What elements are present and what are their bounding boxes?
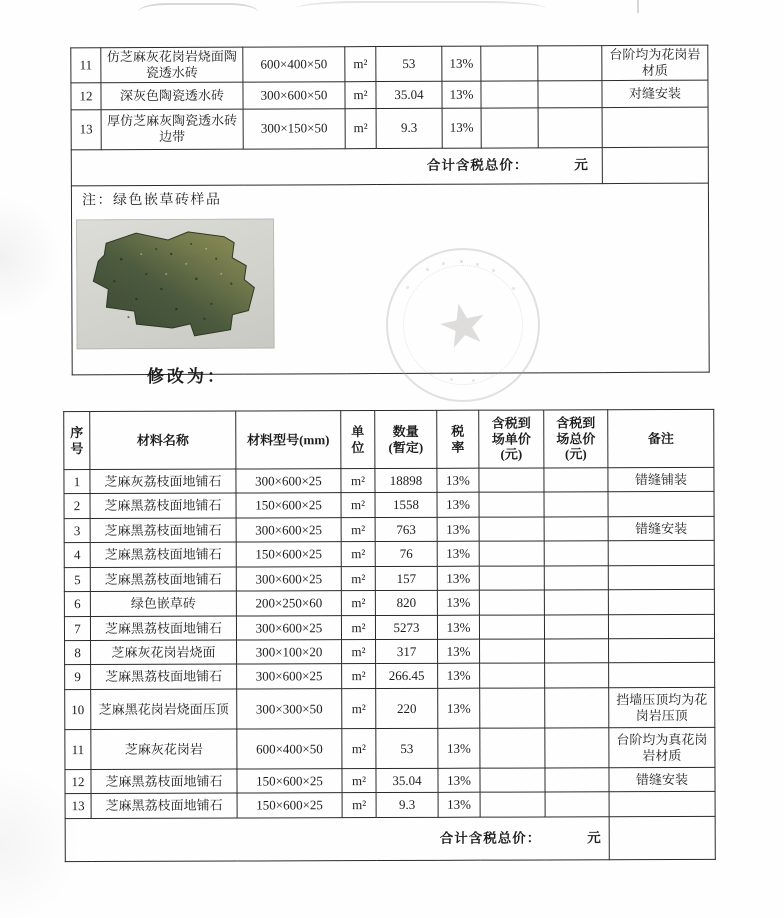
cell-unit: m² [341,591,375,616]
cell-tax-rate: 13% [437,517,479,541]
cell-spec: 300×300×50 [237,689,342,729]
cell-serial: 12 [71,82,101,109]
cell-unit-price [479,590,544,615]
cell-spec: 200×250×60 [236,591,341,616]
cell-quantity: 9.3 [376,108,442,148]
cell-serial: 4 [64,543,90,568]
cell-material-name: 芝麻黑花岗岩烧面压顶 [91,689,237,730]
cell-total-price [538,46,602,81]
total-label: 合计含税总价： [426,157,529,173]
cell-total-price [544,590,608,615]
note-cell [71,183,709,375]
cell-tax-rate: 13% [438,728,480,768]
cell-unit: m² [341,469,375,493]
cell-unit-price [480,728,545,768]
brick-sample-photo [76,218,275,349]
cell-unit-price [479,517,544,541]
cell-remark [602,107,708,147]
cell-serial: 12 [65,770,91,794]
table-row [71,107,708,150]
cell-total-price [545,728,609,768]
cell-quantity: 9.3 [376,792,438,817]
cell-tax-rate: 13% [438,663,480,688]
cell-spec: 300×600×25 [237,664,342,689]
table-row [64,467,714,493]
total-label: 合计含税总价： [439,830,542,846]
total-remark-cell [609,816,715,859]
cell-quantity: 1558 [375,492,437,517]
cell-total-price [544,615,608,639]
cell-total-price [544,541,608,566]
cell-serial: 11 [65,730,91,770]
cell-tax-rate: 13% [437,541,479,566]
cell-quantity: 220 [376,688,438,728]
note-text: 注：绿色嵌草砖样品 [81,192,222,209]
table-row [64,491,714,518]
scan-artifact [637,0,639,13]
cell-remark: 错缝安装 [608,516,714,540]
table-row [65,727,715,769]
col-tax-rate: 税 率 [437,410,479,468]
cell-total-price [545,768,609,792]
cell-remark [608,540,714,565]
cell-unit-price [481,108,538,148]
cell-unit: m² [345,81,376,108]
cell-unit: m² [341,493,375,518]
cell-serial: 11 [71,48,101,83]
cell-serial: 3 [64,519,90,543]
total-remark-cell [602,147,708,183]
cell-remark: 错缝安装 [609,767,715,791]
cell-tax-rate: 13% [438,768,480,792]
cell-material-name: 芝麻灰荔枝面地铺石 [90,469,236,494]
cell-total-price [545,792,609,817]
table-row [65,791,715,818]
cell-tax-rate: 13% [438,688,480,728]
cell-unit: m² [341,542,375,567]
cell-tax-rate: 13% [442,108,481,148]
cell-tax-rate: 13% [437,590,479,615]
cell-remark: 台阶均为真花岗岩材质 [609,727,715,767]
cell-total-price [545,663,609,688]
cell-quantity: 5273 [375,615,437,639]
total-row [71,147,708,186]
cell-unit: m² [342,689,376,729]
brick-sample-shape [76,218,275,349]
cell-remark [608,491,714,516]
cell-unit: m² [341,616,375,640]
cell-total-price [544,492,608,517]
col-quantity: 数量 (暂定) [375,410,437,468]
cell-material-name: 芝麻黑荔枝面地铺石 [91,664,237,690]
cell-material-name: 芝麻黑荔枝面地铺石 [90,567,236,592]
table-row [65,662,715,689]
table-row [65,767,715,793]
currency-label: 元 [574,157,588,173]
cell-unit: m² [345,47,376,82]
cell-quantity: 35.04 [376,81,442,108]
col-material-name: 材料名称 [90,411,236,470]
cell-serial: 13 [71,109,101,149]
cell-material-name: 深灰色陶瓷透水砖 [101,82,243,110]
cell-remark: 挡墙压顶均为花岗岩压顶 [609,687,715,727]
cell-unit: m² [342,793,376,818]
cell-unit-price [481,81,538,108]
cell-quantity: 820 [375,590,437,615]
cell-spec: 600×400×50 [243,47,345,82]
cell-tax-rate: 13% [442,81,481,108]
cell-material-name: 芝麻黑荔枝面地铺石 [90,518,236,543]
cell-material-name: 芝麻黑荔枝面地铺石 [90,542,236,568]
table-row [64,589,714,616]
table-row [71,45,708,82]
cell-serial: 7 [64,617,90,641]
cell-remark: 台阶均为花岗岩材质 [602,45,708,80]
cell-spec: 300×600×25 [236,518,341,542]
cell-remark [608,565,714,589]
cell-spec: 300×600×25 [236,469,341,493]
cell-serial: 6 [64,592,90,617]
cell-unit: m² [342,664,376,689]
cell-total-price [544,517,608,541]
cell-unit: m² [341,567,375,591]
cell-material-name: 芝麻黑荔枝面地铺石 [90,616,236,641]
col-remark: 备注 [608,409,714,467]
cell-spec: 150×600×25 [236,493,341,518]
cell-tax-rate: 13% [437,468,479,492]
cell-spec: 300×600×50 [243,81,345,108]
cell-quantity: 317 [376,639,438,663]
cell-unit: m² [342,640,376,664]
cell-unit: m² [342,729,376,769]
cell-quantity: 76 [375,541,437,566]
col-unit-price-incl-tax: 含税到 场单价 (元) [479,410,544,468]
cell-serial: 9 [65,665,91,690]
cell-remark [608,589,714,614]
cell-tax-rate: 13% [438,639,480,663]
scan-artifact [138,3,258,21]
revised-materials-table [63,409,716,862]
cell-material-name: 芝麻灰花岗岩烧面 [91,640,237,665]
scan-artifact [296,1,546,16]
total-row [65,816,715,861]
cell-unit-price [479,615,544,639]
cell-serial: 1 [64,470,90,494]
cell-material-name: 厚仿芝麻灰陶瓷透水砖边带 [101,109,243,150]
cell-serial: 10 [65,690,91,730]
cell-material-name: 仿芝麻灰花岗岩烧面陶瓷透水砖 [101,47,243,82]
cell-total-price [538,107,602,147]
cell-spec: 300×150×50 [243,108,345,148]
cell-material-name: 芝麻黑荔枝面地铺石 [91,769,237,794]
table-row [65,638,715,664]
col-material-spec: 材料型号(mm) [236,411,341,469]
cell-spec: 300×600×25 [236,616,341,640]
cell-remark: 错缝铺装 [608,467,714,491]
cell-unit-price [479,492,544,517]
cell-unit-price [480,688,545,728]
table-row [64,565,714,591]
table-row [71,80,708,110]
col-unit: 单 位 [341,411,375,469]
cell-total-price [544,566,608,590]
cell-total-price [544,468,608,492]
cell-tax-rate: 13% [437,492,479,517]
cell-remark [609,791,715,816]
cell-unit: m² [342,769,376,793]
table-row [64,516,714,542]
original-materials-table [70,45,709,375]
star-icon: ★ [430,286,496,364]
revision-heading: 修改为： [147,367,227,386]
cell-quantity: 18898 [375,468,437,492]
cell-quantity: 266.45 [376,663,438,688]
total-label-cell [71,147,602,185]
cell-quantity: 35.04 [376,768,438,792]
cell-unit-price [480,663,545,688]
cell-unit-price [479,541,544,566]
currency-label: 元 [587,830,601,846]
cell-remark [609,638,715,662]
cell-unit: m² [341,518,375,542]
cell-spec: 600×400×50 [237,729,342,769]
cell-unit-price [479,566,544,590]
cell-quantity: 763 [375,517,437,541]
cell-unit-price [479,468,544,492]
cell-material-name: 芝麻黑荔枝面地铺石 [91,793,237,819]
cell-serial: 13 [65,794,91,819]
header-row [64,409,714,469]
total-label-cell [65,817,609,862]
cell-quantity: 53 [376,728,438,768]
cell-remark [608,614,714,638]
col-total-price-incl-tax: 含税到 场总价 (元) [544,410,608,468]
cell-unit-price [480,792,545,817]
cell-quantity: 157 [375,566,437,590]
cell-total-price [538,80,602,107]
cell-material-name: 绿色嵌草砖 [90,591,236,617]
cell-spec: 300×100×20 [237,640,342,664]
cell-total-price [545,688,609,728]
cell-remark [609,662,715,687]
cell-tax-rate: 13% [437,615,479,639]
cell-tax-rate: 13% [437,566,479,590]
cell-total-price [545,639,609,663]
cell-serial: 5 [64,568,90,592]
cell-unit-price [480,768,545,792]
cell-material-name: 芝麻灰花岗岩 [91,729,237,770]
cell-material-name: 芝麻黑荔枝面地铺石 [90,493,236,519]
col-serial: 序 号 [64,412,90,470]
cell-spec: 150×600×25 [237,769,342,793]
table-row [64,540,714,567]
cell-spec: 150×600×25 [237,793,342,818]
cell-spec: 300×600×25 [236,567,341,591]
cell-quantity: 53 [376,46,442,81]
cell-unit-price [481,46,538,81]
cell-serial: 2 [64,494,90,519]
cell-tax-rate: 13% [442,46,481,81]
table-row [65,687,715,729]
cell-spec: 150×600×25 [236,542,341,567]
cell-tax-rate: 13% [438,792,480,817]
table-row [64,614,714,640]
cell-remark: 对缝安装 [602,80,708,107]
cell-unit-price [480,639,545,663]
cell-serial: 8 [65,641,91,665]
note-row [71,183,709,375]
cell-unit: m² [345,108,376,148]
